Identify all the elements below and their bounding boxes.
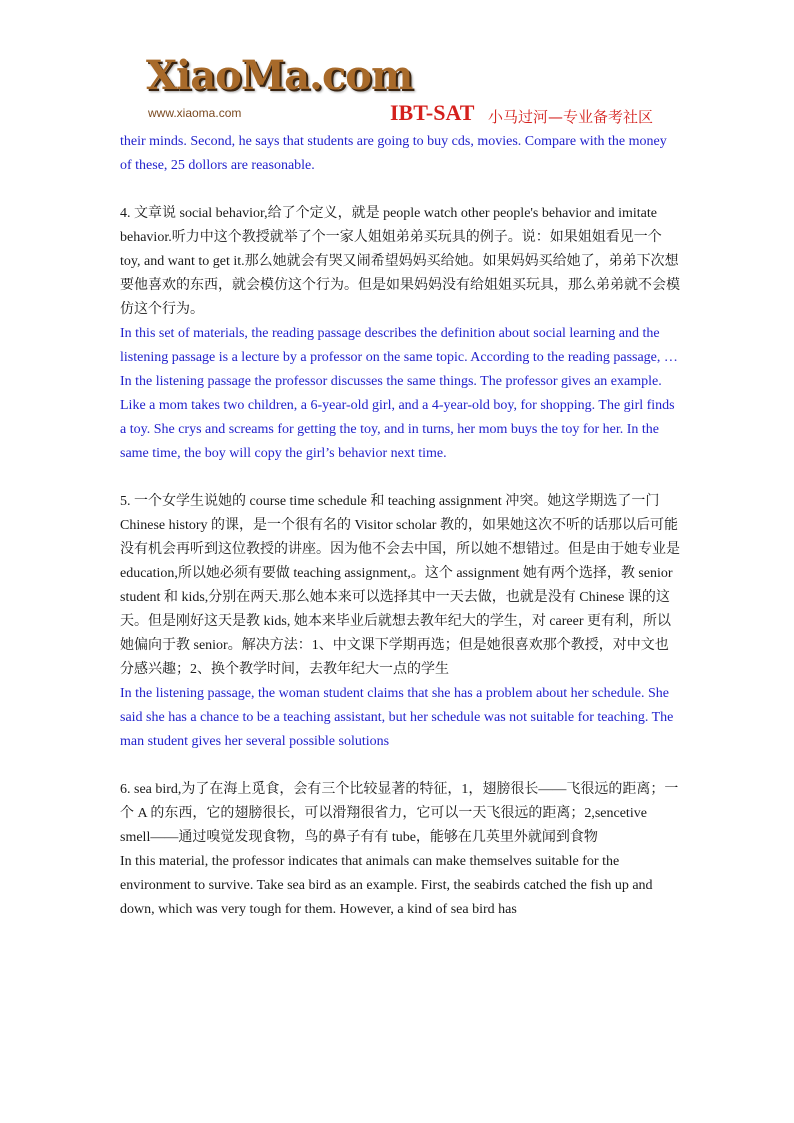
paragraph-gap [120, 466, 680, 490]
xiaoma-logo: XiaoMa.com [146, 52, 413, 99]
paragraph: In this material, the professor indicates that animals can make themselves suitable for the environment to survive. Take sea bird as an example. First, the seabirds catched the fish up and down, which was very tough for them. However, a kind of sea bird has [120, 854, 653, 917]
logo-url: www.xiaoma.com [148, 106, 242, 120]
paragraph-gap [120, 178, 680, 202]
paragraph: 6. sea bird,为了在海上觅食，会有三个比较显著的特征，1，翅膀很长——飞很远的距离；一个 A 的东西，它的翅膀很长，可以滑翔很省力，它可以一天飞很远的距离；2,sencetive smell——通过嗅觉发现食物，鸟的鼻子有有 tube，能够在几英里外就闻到食物 [120, 782, 679, 845]
paragraph: 5. 一个女学生说她的 course time schedule 和 teaching assignment 冲突。她这学期选了一门 Chinese history 的课，是一个很有名的 Visitor scholar 教的，如果她这次不听的话那以后可能没有机会再听到这位教授的讲座。因为他不会去中国，所以她不想错过。但是由于她专业是 education,所以她必须有要做 teaching assignment,。这个 assignment 她有两个选择，教 senior student 和 kids,分别在两天.那么她本来可以选择其中一天去做，也就是没有 Chinese 课的这天。但是刚好这天是教 kids, 她本来毕业后就想去教年纪大的学生，对 career 更有利，所以她偏向于教 senior。解决方法：1、中文课下学期再选；但是她很喜欢那个教授，对中文也分感兴趣；2、换个教学时间，去教年纪大一点的学生 [120, 494, 680, 677]
paragraph: 4. 文章说 social behavior,给了个定义，就是 people watch other people's behavior and imitate behavior.听力中这个教授就举了个一家人姐姐弟弟买玩具的例子。说：如果姐姐看见一个 toy, and want to get it.那么她就会有哭又闹希望妈妈买给她。如果妈妈买给她了，弟弟下次想要他喜欢的东西，就会模仿这个行为。但是如果妈妈没有给姐姐买玩具，那么弟弟就不会模仿这个行为。 [120, 206, 680, 317]
paragraph-gap [120, 754, 680, 778]
paragraph: In the listening passage, the woman student claims that she has a problem about her schedule. She said she has a chance to be a teaching assistant, but her schedule was not suitable for teaching. The man student gives her several possible solutions [120, 686, 674, 749]
paragraph: their minds. Second, he says that students are going to buy cds, movies. Compare with the money of these, 25 dollors are reasonable. [120, 134, 667, 173]
brand-subtitle: 小马过河—专业备考社区 [488, 108, 654, 126]
document-body [120, 130, 680, 922]
brand-title: IBT-SAT [390, 100, 475, 125]
page-header [0, 0, 794, 130]
paragraph: In this set of materials, the reading passage describes the definition about social learning and the listening passage is a lecture by a professor on the same topic. According to the reading passage, … [120, 326, 678, 365]
paragraph: In the listening passage the professor discusses the same things. The professor gives an example. Like a mom takes two children, a 6-year-old girl, and a 4-year-old boy, for shopping. The girl finds a toy. She crys and screams for getting the toy, and in turns, her mom buys the toy for her. In the same time, the boy will copy the girl’s behavior next time. [120, 374, 675, 461]
